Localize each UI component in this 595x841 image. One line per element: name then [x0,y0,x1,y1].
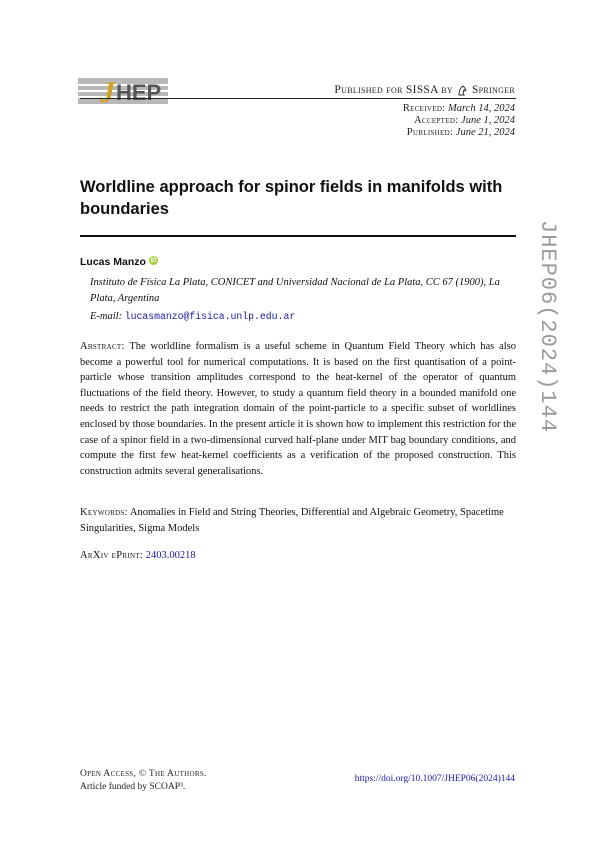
published-by-line [334,84,515,96]
funding-text: Article funded by SCOAP³. [80,782,186,792]
abstract-label: Abstract: [80,341,125,352]
springer-horse-icon [457,85,468,96]
abstract-text: The worldline formalism is a useful scheme in Quantum Field Theory which has also become a powerful tool for numerical computations. It is based on the first quantisation of a point-particle whose transition amplitudes correspond to the heat-kernel of the operator of quantum fluctuations of the field theory. However, to study a quantum field theory in a bounded manifold one needs to restrict the path integration domain of the point-particle to a specific subset of worldlines enclosed by those boundaries. In the present article it is shown how to implement this restriction for the case of a spinor field in a two-dimensional curved half-plane under MIT bag boundary conditions, and compute the first few heat-kernel coefficients as a verification of the proposed construction. This construction admits several generalisations. [80,341,516,477]
header-rule [80,98,516,99]
arxiv-line [80,550,196,561]
received-value: March 14, 2024 [448,103,515,114]
svg-text:HEP: HEP [116,80,162,105]
received-label: Received: [402,103,446,114]
arxiv-label: ArXiv ePrint: [80,550,144,561]
received-date-row [403,103,515,114]
paper-title: Worldline approach for spinor fields in manifolds with boundaries [80,178,503,218]
accepted-date-row [414,115,515,126]
orcid-icon[interactable]: iD [150,257,157,264]
publisher-name: Springer [471,84,515,96]
doi-link[interactable]: https://doi.org/10.1007/JHEP06(2024)144 [354,774,515,784]
title-rule [80,235,516,237]
author-name: Lucas Manzo [80,256,146,268]
email-label: E-mail: [90,311,123,322]
svg-text:J: J [100,76,115,106]
published-label: Published: [406,127,454,138]
email-link[interactable]: lucasmanzo@fisica.unlp.edu.ar [124,311,296,322]
jhep-logo [78,76,168,106]
accepted-label: Accepted: [414,115,459,126]
abstract [80,339,516,479]
email-line [90,311,295,322]
published-for-text: Published for SISSA by [334,84,453,96]
accepted-value: June 1, 2024 [461,115,515,126]
keywords-label: Keywords: [80,507,128,518]
open-access-text: Open Access, © The Authors. [80,769,207,779]
author-line [80,256,158,268]
footer-license [80,768,207,794]
published-date-row [407,127,515,138]
published-value: June 21, 2024 [455,127,515,138]
arxiv-link[interactable]: 2403.00218 [145,550,196,561]
keywords-text: Anomalies in Field and String Theories, Differential and Algebraic Geometry, Spacetime Singularities, Sigma Models [80,507,504,534]
side-journal-label: JHEP06(2024)144 [535,220,560,434]
keywords [80,505,516,536]
affiliation: Instituto de Física La Plata, CONICET and Universidad Nacional de La Plata, CC 67 (1900), La Plata, Argentina [90,277,500,304]
